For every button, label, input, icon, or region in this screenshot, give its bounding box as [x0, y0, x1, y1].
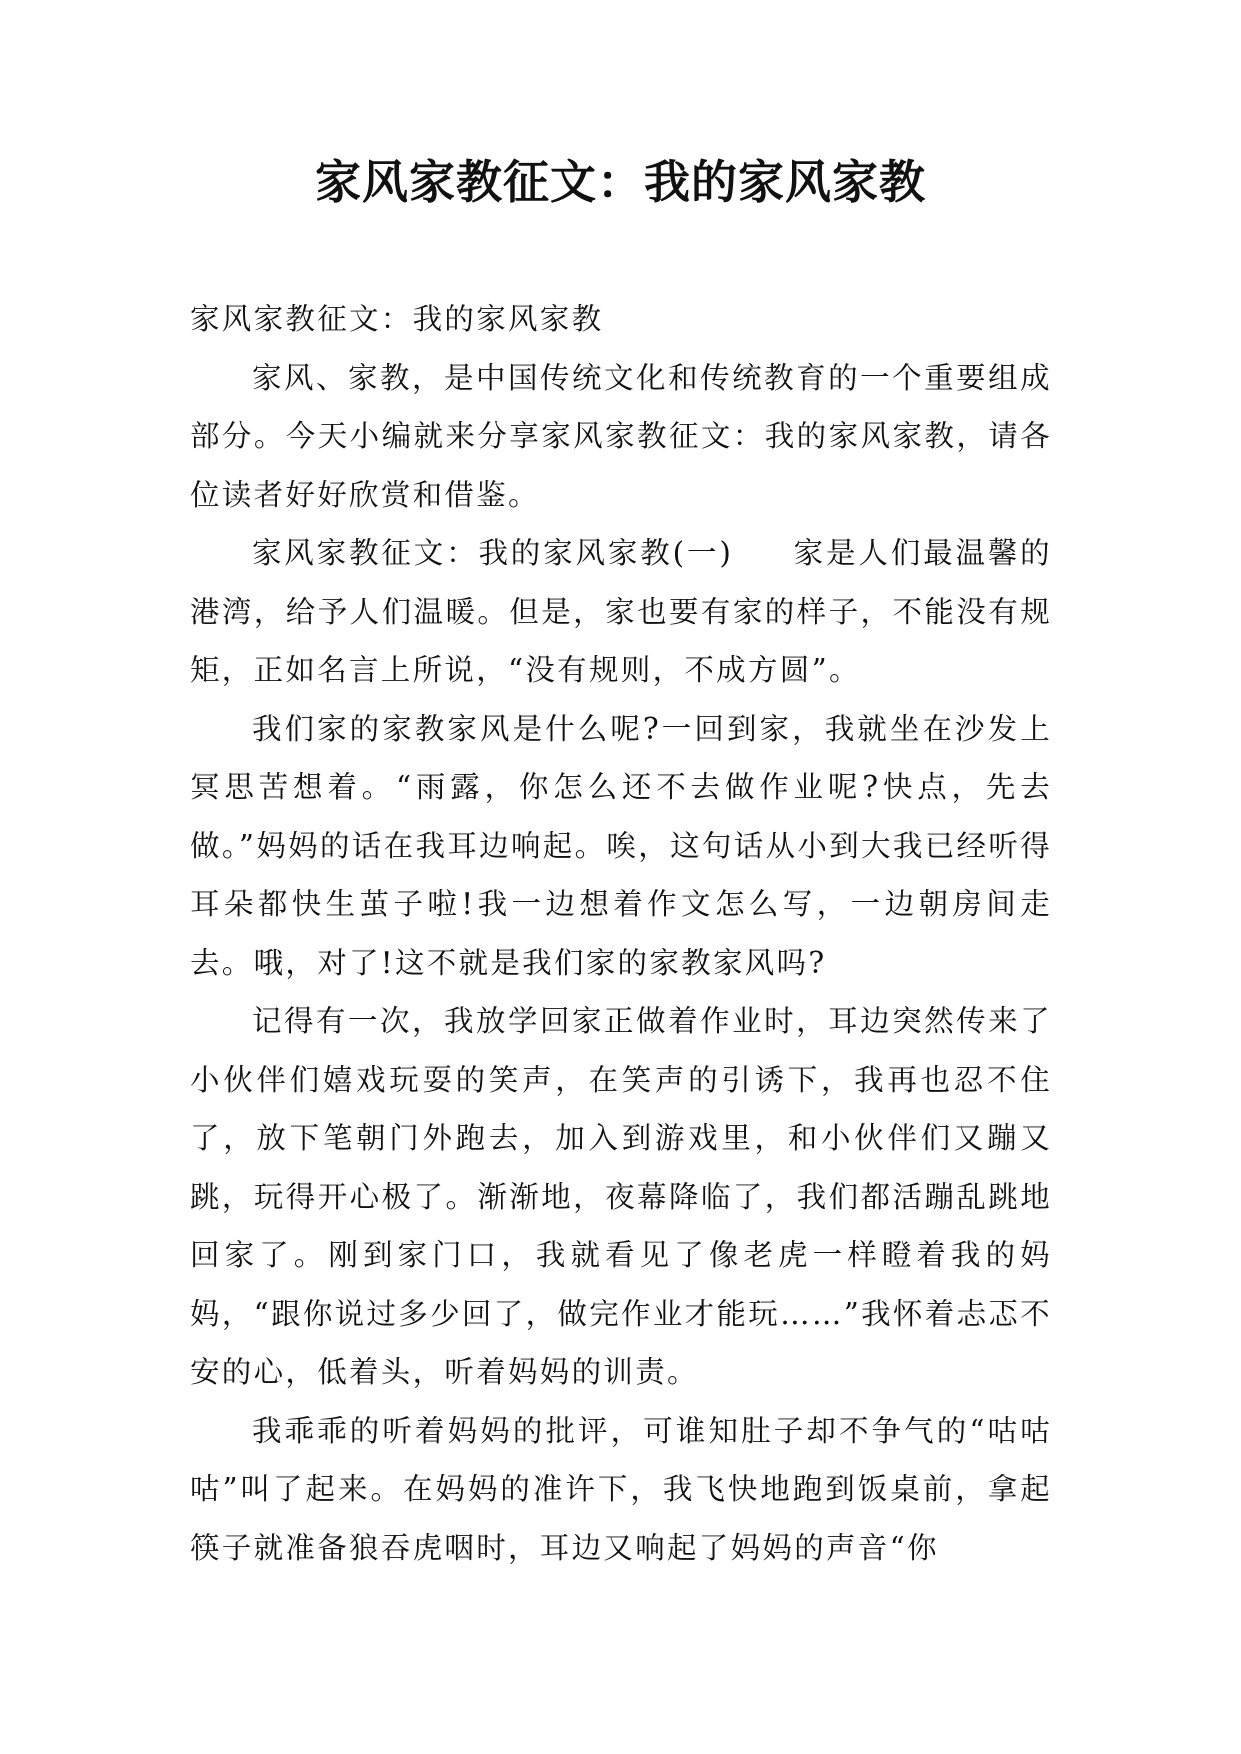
section-one-text: 家是人们最温馨的港湾，给予人们温暖。但是，家也要有家的样子，不能没有规矩，正如名言上所说，“没有规则，不成方圆”。	[190, 536, 1052, 687]
paragraph-family-rule: 我们家的家教家风是什么呢?一回到家，我就坐在沙发上冥思苦想着。“雨露，你怎么还不去做作业呢?快点，先去做。”妈妈的话在我耳边响起。唉，这句话从小到大我已经听得耳朵都快生茧子啦!我一边想着作文怎么写，一边朝房间走去。哦，对了!这不就是我们家的家教家风吗?	[190, 711, 1052, 980]
paragraph-story: 记得有一次，我放学回家正做着作业时，耳边突然传来了小伙伴们嬉戏玩耍的笑声，在笑声的引诱下，我再也忍不住了，放下笔朝门外跑去，加入到游戏里，和小伙伴们又蹦又跳，玩得开心极了。渐渐地，夜幕降临了，我们都活蹦乱跳地回家了。刚到家门口，我就看见了像老虎一样瞪着我的妈妈，“跟你说过多少回了，做完作业才能玩……”我怀着忐忑不安的心，低着头，听着妈妈的训责。	[190, 1004, 1052, 1389]
document-body	[190, 290, 1052, 1577]
subtitle-line: 家风家教征文：我的家风家教	[190, 302, 604, 336]
paragraph-dinner: 我乖乖的听着妈妈的批评，可谁知肚子却不争气的“咕咕咕”叫了起来。在妈妈的准许下，我飞快地跑到饭桌前，拿起筷子就准备狼吞虎咽时，耳边又响起了妈妈的声音“你	[190, 1413, 1052, 1565]
document-title: 家风家教征文：我的家风家教	[315, 155, 926, 209]
section-heading: 家风家教征文：我的家风家教(一)	[251, 536, 734, 570]
paragraph-intro: 家风、家教，是中国传统文化和传统教育的一个重要组成部分。今天小编就来分享家风家教征文：我的家风家教，请各位读者好好欣赏和借鉴。	[190, 360, 1052, 512]
paragraph-section-one	[190, 524, 1052, 700]
